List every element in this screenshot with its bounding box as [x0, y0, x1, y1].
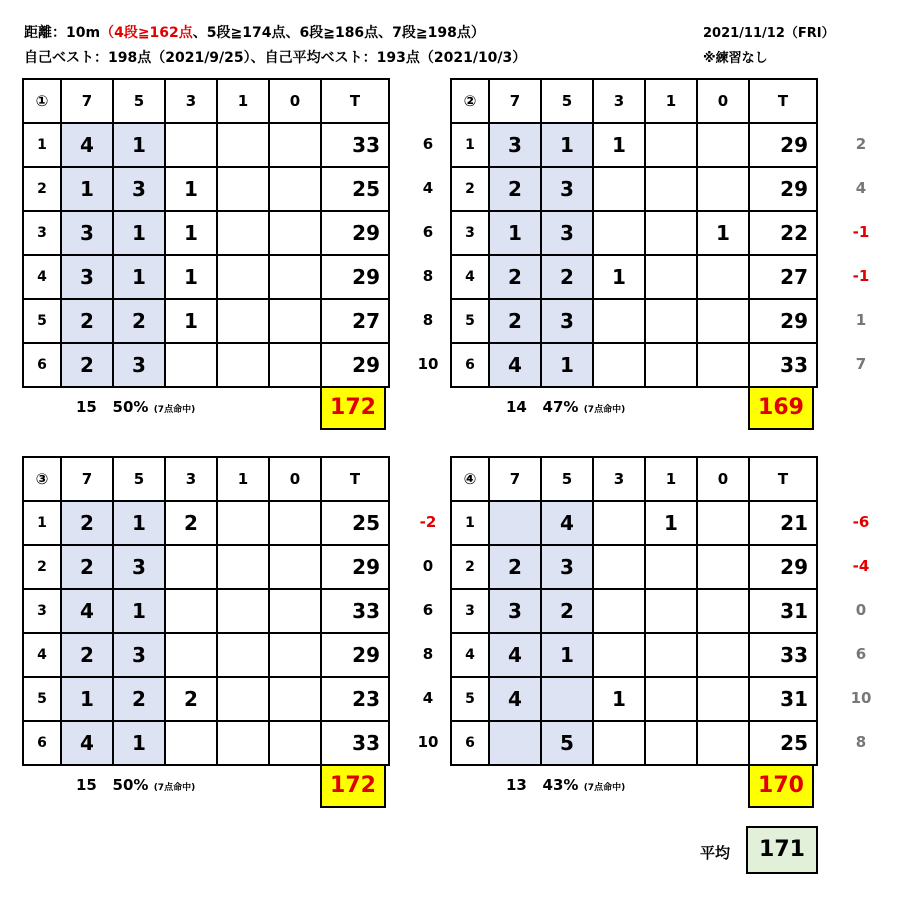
rank-4-threshold: （4段≧162点 — [100, 25, 193, 41]
count-cell-5: 1 — [113, 721, 165, 765]
end-number: 2 — [451, 167, 489, 211]
end-total: 29 — [749, 167, 817, 211]
table-row — [451, 167, 817, 211]
end-total: 33 — [749, 633, 817, 677]
count-cell-1 — [217, 501, 269, 545]
count-cell-5: 4 — [541, 501, 593, 545]
end-total: 29 — [321, 545, 389, 589]
count-cell-0 — [269, 545, 321, 589]
end-total: 31 — [749, 677, 817, 721]
count-cell-7: 2 — [61, 633, 113, 677]
count-cell-1 — [217, 589, 269, 633]
table-row — [23, 545, 389, 589]
practice-note: ※練習なし — [703, 51, 768, 66]
count-cell-5: 1 — [113, 501, 165, 545]
count-cell-7: 3 — [489, 589, 541, 633]
count-cell-7: 2 — [489, 255, 541, 299]
count-cell-0: 1 — [697, 211, 749, 255]
count-cell-3 — [165, 589, 217, 633]
seven-hit-note: (7点命中) — [153, 783, 196, 793]
table-row — [451, 633, 817, 677]
column-header: 0 — [269, 79, 321, 123]
column-header: 7 — [61, 457, 113, 501]
end-number: 4 — [23, 633, 61, 677]
count-cell-1 — [217, 255, 269, 299]
count-cell-1 — [645, 255, 697, 299]
difference-value: -2 — [419, 513, 437, 531]
difference-value: -1 — [852, 223, 870, 241]
count-cell-1 — [217, 123, 269, 167]
count-cell-7: 1 — [61, 677, 113, 721]
end-total: 33 — [321, 721, 389, 765]
count-cell-1 — [217, 721, 269, 765]
count-cell-1 — [645, 343, 697, 387]
count-cell-1 — [217, 167, 269, 211]
difference-value: 4 — [422, 179, 434, 197]
end-number: 4 — [451, 255, 489, 299]
count-cell-3 — [165, 721, 217, 765]
round-number: ③ — [23, 457, 61, 501]
round-number: ④ — [451, 457, 489, 501]
count-cell-3 — [593, 299, 645, 343]
column-header: 7 — [61, 79, 113, 123]
end-total: 23 — [321, 677, 389, 721]
difference-value: 8 — [855, 733, 867, 751]
table-row — [451, 299, 817, 343]
count-cell-1 — [645, 211, 697, 255]
column-header: T — [749, 457, 817, 501]
end-total: 29 — [749, 299, 817, 343]
end-total: 27 — [321, 299, 389, 343]
count-cell-5 — [541, 677, 593, 721]
table-row — [451, 501, 817, 545]
count-cell-7: 2 — [61, 299, 113, 343]
table-row — [451, 211, 817, 255]
count-cell-7: 4 — [61, 721, 113, 765]
count-cell-7: 3 — [489, 123, 541, 167]
difference-value: 7 — [855, 355, 867, 373]
hit-stats — [506, 776, 625, 794]
seven-hit-count: 14 — [506, 398, 527, 416]
count-cell-1 — [645, 123, 697, 167]
count-cell-7: 4 — [489, 677, 541, 721]
count-cell-3 — [165, 545, 217, 589]
end-number: 3 — [23, 589, 61, 633]
seven-hit-count: 15 — [76, 776, 97, 794]
seven-hit-rate: 43% — [542, 776, 579, 794]
rank-thresholds: 、5段≧174点、6段≧186点、7段≧198点） — [192, 25, 485, 41]
end-total: 29 — [321, 255, 389, 299]
difference-value: 4 — [422, 689, 434, 707]
seven-hit-note: (7点命中) — [583, 783, 626, 793]
column-header: 5 — [113, 457, 165, 501]
count-cell-1 — [645, 545, 697, 589]
column-header: 3 — [165, 79, 217, 123]
difference-value: 10 — [417, 733, 439, 751]
end-number: 2 — [451, 545, 489, 589]
count-cell-7: 4 — [489, 343, 541, 387]
end-number: 5 — [451, 299, 489, 343]
column-header: T — [321, 79, 389, 123]
end-total: 31 — [749, 589, 817, 633]
table-row — [23, 299, 389, 343]
average-score-box: 171 — [746, 826, 818, 874]
end-number: 3 — [451, 589, 489, 633]
end-number: 6 — [23, 343, 61, 387]
count-cell-1 — [645, 167, 697, 211]
end-number: 4 — [23, 255, 61, 299]
count-cell-5: 3 — [113, 633, 165, 677]
column-header: 3 — [593, 79, 645, 123]
hit-stats — [76, 398, 195, 416]
count-cell-0 — [269, 589, 321, 633]
count-cell-5: 5 — [541, 721, 593, 765]
count-cell-1 — [645, 633, 697, 677]
count-cell-5: 1 — [113, 255, 165, 299]
difference-value: 10 — [417, 355, 439, 373]
count-cell-7 — [489, 721, 541, 765]
count-cell-0 — [269, 123, 321, 167]
count-cell-3: 1 — [593, 677, 645, 721]
count-cell-5: 1 — [113, 123, 165, 167]
end-number: 6 — [23, 721, 61, 765]
count-cell-5: 3 — [113, 343, 165, 387]
count-cell-0 — [697, 299, 749, 343]
count-cell-0 — [697, 633, 749, 677]
difference-value: 4 — [855, 179, 867, 197]
round-total-box: 169 — [748, 386, 814, 430]
column-header: 3 — [165, 457, 217, 501]
end-number: 3 — [451, 211, 489, 255]
session-date: 2021/11/12（FRI） — [703, 26, 835, 41]
average-label: 平均 — [700, 844, 731, 862]
end-number: 6 — [451, 343, 489, 387]
round-number: ② — [451, 79, 489, 123]
seven-hit-rate: 50% — [112, 776, 149, 794]
count-cell-1 — [645, 299, 697, 343]
difference-value: 10 — [850, 689, 872, 707]
hit-stats — [76, 776, 195, 794]
seven-hit-note: (7点命中) — [153, 405, 196, 415]
count-cell-5: 3 — [541, 299, 593, 343]
table-row — [451, 255, 817, 299]
difference-value: -1 — [852, 267, 870, 285]
count-cell-3 — [165, 123, 217, 167]
count-cell-3: 2 — [165, 501, 217, 545]
count-cell-5: 2 — [541, 255, 593, 299]
count-cell-0 — [697, 677, 749, 721]
count-cell-5: 3 — [113, 545, 165, 589]
end-number: 6 — [451, 721, 489, 765]
count-cell-5: 3 — [541, 211, 593, 255]
seven-hit-count: 13 — [506, 776, 527, 794]
seven-hit-note: (7点命中) — [583, 405, 626, 415]
count-cell-3 — [593, 167, 645, 211]
table-row — [23, 167, 389, 211]
column-header: 3 — [593, 457, 645, 501]
count-cell-7: 3 — [61, 211, 113, 255]
count-cell-0 — [697, 167, 749, 211]
end-total: 33 — [321, 589, 389, 633]
column-header: 1 — [217, 79, 269, 123]
count-cell-3 — [165, 633, 217, 677]
count-cell-7: 4 — [61, 123, 113, 167]
count-cell-0 — [269, 343, 321, 387]
table-row — [451, 589, 817, 633]
count-cell-5: 1 — [541, 123, 593, 167]
end-total: 29 — [321, 343, 389, 387]
seven-hit-rate: 47% — [542, 398, 579, 416]
count-cell-7: 4 — [489, 633, 541, 677]
difference-value: 8 — [422, 311, 434, 329]
difference-value: 6 — [422, 223, 434, 241]
count-cell-3 — [593, 343, 645, 387]
count-cell-3 — [593, 501, 645, 545]
end-total: 22 — [749, 211, 817, 255]
count-cell-0 — [697, 501, 749, 545]
end-number: 1 — [451, 123, 489, 167]
count-cell-5: 1 — [113, 211, 165, 255]
count-cell-3 — [593, 721, 645, 765]
score-table-round-1 — [22, 78, 390, 388]
count-cell-7: 2 — [489, 167, 541, 211]
table-row — [451, 343, 817, 387]
table-row — [23, 501, 389, 545]
end-total: 21 — [749, 501, 817, 545]
distance-label: 距離：10m — [24, 25, 101, 41]
end-number: 2 — [23, 167, 61, 211]
end-total: 29 — [321, 633, 389, 677]
count-cell-3: 1 — [165, 211, 217, 255]
round-total-box: 170 — [748, 764, 814, 808]
count-cell-3: 1 — [165, 167, 217, 211]
count-cell-3: 1 — [165, 299, 217, 343]
end-number: 1 — [23, 501, 61, 545]
end-number: 2 — [23, 545, 61, 589]
count-cell-3: 1 — [593, 123, 645, 167]
count-cell-0 — [269, 677, 321, 721]
count-cell-1 — [645, 677, 697, 721]
hit-stats — [506, 398, 625, 416]
count-cell-7: 3 — [61, 255, 113, 299]
table-row — [451, 677, 817, 721]
count-cell-5: 2 — [113, 677, 165, 721]
end-total: 29 — [749, 123, 817, 167]
table-row — [451, 721, 817, 765]
table-row — [23, 211, 389, 255]
difference-value: -6 — [852, 513, 870, 531]
count-cell-1 — [217, 299, 269, 343]
difference-value: 0 — [855, 601, 867, 619]
table-row — [451, 123, 817, 167]
count-cell-0 — [697, 589, 749, 633]
count-cell-0 — [269, 211, 321, 255]
seven-hit-count: 15 — [76, 398, 97, 416]
score-table-round-4 — [450, 456, 818, 766]
count-cell-5: 1 — [541, 343, 593, 387]
count-cell-1 — [217, 545, 269, 589]
count-cell-1: 1 — [645, 501, 697, 545]
end-total: 33 — [321, 123, 389, 167]
column-header: T — [321, 457, 389, 501]
count-cell-0 — [269, 167, 321, 211]
table-row — [23, 123, 389, 167]
column-header: 7 — [489, 457, 541, 501]
count-cell-0 — [697, 343, 749, 387]
score-table-round-2 — [450, 78, 818, 388]
end-total: 29 — [749, 545, 817, 589]
difference-value: 0 — [422, 557, 434, 575]
column-header: 1 — [217, 457, 269, 501]
end-total: 25 — [321, 501, 389, 545]
difference-value: 1 — [855, 311, 867, 329]
column-header: T — [749, 79, 817, 123]
seven-hit-rate: 50% — [112, 398, 149, 416]
distance-rule-line — [24, 22, 485, 42]
end-number: 5 — [451, 677, 489, 721]
end-number: 1 — [23, 123, 61, 167]
count-cell-7: 2 — [61, 545, 113, 589]
table-row — [23, 721, 389, 765]
count-cell-7: 1 — [61, 167, 113, 211]
column-header: 5 — [541, 79, 593, 123]
count-cell-3 — [593, 211, 645, 255]
round-total-box: 172 — [320, 386, 386, 430]
count-cell-1 — [217, 343, 269, 387]
count-cell-5: 1 — [113, 589, 165, 633]
count-cell-3: 1 — [593, 255, 645, 299]
difference-value: 6 — [855, 645, 867, 663]
difference-value: 6 — [422, 601, 434, 619]
personal-best-line: 自己ベスト：198点（2021/9/25）、自己平均ベスト：193点（2021/10/3） — [24, 50, 527, 66]
end-total: 27 — [749, 255, 817, 299]
difference-value: -4 — [852, 557, 870, 575]
count-cell-5: 2 — [541, 589, 593, 633]
count-cell-3 — [593, 589, 645, 633]
count-cell-7: 2 — [489, 545, 541, 589]
column-header: 0 — [697, 457, 749, 501]
table-row — [451, 545, 817, 589]
count-cell-3 — [593, 545, 645, 589]
column-header: 0 — [697, 79, 749, 123]
difference-value: 8 — [422, 645, 434, 663]
column-header: 5 — [541, 457, 593, 501]
count-cell-7: 2 — [61, 501, 113, 545]
end-number: 1 — [451, 501, 489, 545]
count-cell-0 — [269, 299, 321, 343]
table-row — [23, 255, 389, 299]
count-cell-0 — [697, 123, 749, 167]
count-cell-3 — [593, 633, 645, 677]
count-cell-1 — [645, 589, 697, 633]
column-header: 1 — [645, 457, 697, 501]
count-cell-1 — [217, 633, 269, 677]
difference-value: 6 — [422, 135, 434, 153]
end-number: 5 — [23, 299, 61, 343]
count-cell-5: 1 — [541, 633, 593, 677]
count-cell-7 — [489, 501, 541, 545]
count-cell-1 — [217, 211, 269, 255]
count-cell-5: 3 — [541, 167, 593, 211]
round-number: ① — [23, 79, 61, 123]
count-cell-7: 1 — [489, 211, 541, 255]
end-total: 25 — [321, 167, 389, 211]
end-number: 5 — [23, 677, 61, 721]
count-cell-0 — [697, 255, 749, 299]
column-header: 1 — [645, 79, 697, 123]
column-header: 0 — [269, 457, 321, 501]
count-cell-0 — [269, 633, 321, 677]
count-cell-5: 3 — [113, 167, 165, 211]
count-cell-3: 1 — [165, 255, 217, 299]
score-table-round-3 — [22, 456, 390, 766]
count-cell-7: 2 — [489, 299, 541, 343]
count-cell-7: 2 — [61, 343, 113, 387]
count-cell-0 — [269, 501, 321, 545]
table-row — [23, 589, 389, 633]
end-total: 25 — [749, 721, 817, 765]
count-cell-7: 4 — [61, 589, 113, 633]
end-total: 33 — [749, 343, 817, 387]
count-cell-5: 2 — [113, 299, 165, 343]
table-row — [23, 633, 389, 677]
count-cell-0 — [269, 255, 321, 299]
count-cell-3 — [165, 343, 217, 387]
table-row — [23, 677, 389, 721]
difference-value: 8 — [422, 267, 434, 285]
column-header: 7 — [489, 79, 541, 123]
count-cell-0 — [269, 721, 321, 765]
table-row — [23, 343, 389, 387]
end-number: 4 — [451, 633, 489, 677]
round-total-box: 172 — [320, 764, 386, 808]
count-cell-1 — [217, 677, 269, 721]
count-cell-5: 3 — [541, 545, 593, 589]
count-cell-0 — [697, 721, 749, 765]
difference-value: 2 — [855, 135, 867, 153]
end-number: 3 — [23, 211, 61, 255]
count-cell-1 — [645, 721, 697, 765]
count-cell-3: 2 — [165, 677, 217, 721]
count-cell-0 — [697, 545, 749, 589]
column-header: 5 — [113, 79, 165, 123]
end-total: 29 — [321, 211, 389, 255]
